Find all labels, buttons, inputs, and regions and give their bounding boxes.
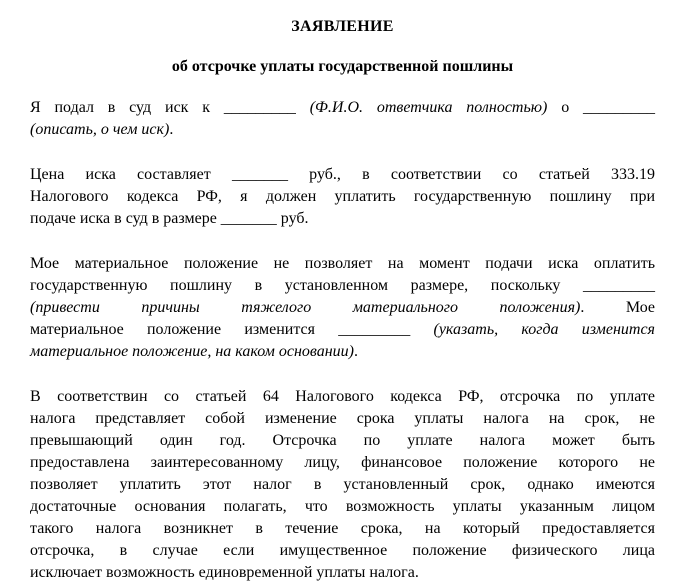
paragraph-financial-line-3 <box>30 297 655 319</box>
financial-hint-when: (указать, когда изменится <box>433 321 655 338</box>
paragraph-financial-line-4 <box>30 319 655 341</box>
document-title: ЗАЯВЛЕНИЕ <box>291 18 394 35</box>
financial-text-4: материальное положение изменится _________ <box>30 321 411 338</box>
paragraph-price-line-2: Налогового кодекса РФ, я должен уплатить государственную пошлину при <box>30 188 655 205</box>
paragraph-law-line-1: В соответствин со статьей 64 Налогового кодекса РФ, отсрочка по уплате <box>30 388 655 405</box>
paragraph-law-line-9: исключает возможность единовременной уплаты налога. <box>30 564 419 581</box>
paragraph-financial-line-1: Мое материальное положение не позволяет на момент подачи иска оплатить <box>30 255 655 272</box>
paragraph-law <box>30 386 655 584</box>
paragraph-law-line-3: превышающий один год. Отсрочка по уплате налога может быть <box>30 432 655 449</box>
paragraph-law-line-2: налога представляет собой изменение срока уплаты налога на срок, не <box>30 410 655 427</box>
paragraph-price-line-3: подаче иска в суд в размере _______ руб. <box>30 210 309 227</box>
paragraph-claim <box>30 97 655 141</box>
paragraph-financial-line-5 <box>30 341 655 363</box>
paragraph-law-line-8: отсрочка, в случае если имущественное положение физического лица <box>30 542 655 559</box>
paragraph-law-line-7: такого налога возникнет в течение срока, на который предоставляется <box>30 520 655 537</box>
paragraph-price-line-1: Цена иска составляет _______ руб., в соответствии со статьей 333.19 <box>30 166 655 183</box>
claim-hint-defendant: (Ф.И.О. ответчика полностью) <box>309 99 548 116</box>
claim-hint-subject: (описать, о чем иск) <box>30 121 170 138</box>
paragraph-law-line-6: достаточные основания полагать, что возможность уплаты указанным лицом <box>30 498 655 515</box>
paragraph-financial-line-2: государственную пошлину в установленном размере, поскольку _________ <box>30 277 655 294</box>
paragraph-claim-line-2 <box>30 119 655 141</box>
claim-text-2: о _________ <box>561 99 656 116</box>
financial-text-5: . <box>354 343 358 360</box>
paragraph-claim-line-1 <box>30 97 655 119</box>
financial-text-3: . Мое <box>580 299 656 316</box>
document-subtitle: об отсрочке уплаты государственной пошлины <box>171 58 514 75</box>
claim-text-3: . <box>169 121 174 138</box>
financial-hint-reasons: (привести причины тяжелого материального положения) <box>30 299 581 316</box>
claim-text-1: Я подал в суд иск к _________ <box>30 99 296 116</box>
paragraph-law-line-5: позволяет уплатить этот налог в установленный срок, однако имеются <box>30 476 655 493</box>
paragraph-price <box>30 164 655 230</box>
paragraph-law-line-4: предоставлена заинтересованному лицу, финансовое положение которого не <box>30 454 655 471</box>
paragraph-financial <box>30 253 655 363</box>
financial-hint-basis: материальное положение, на каком основании) <box>30 343 354 360</box>
